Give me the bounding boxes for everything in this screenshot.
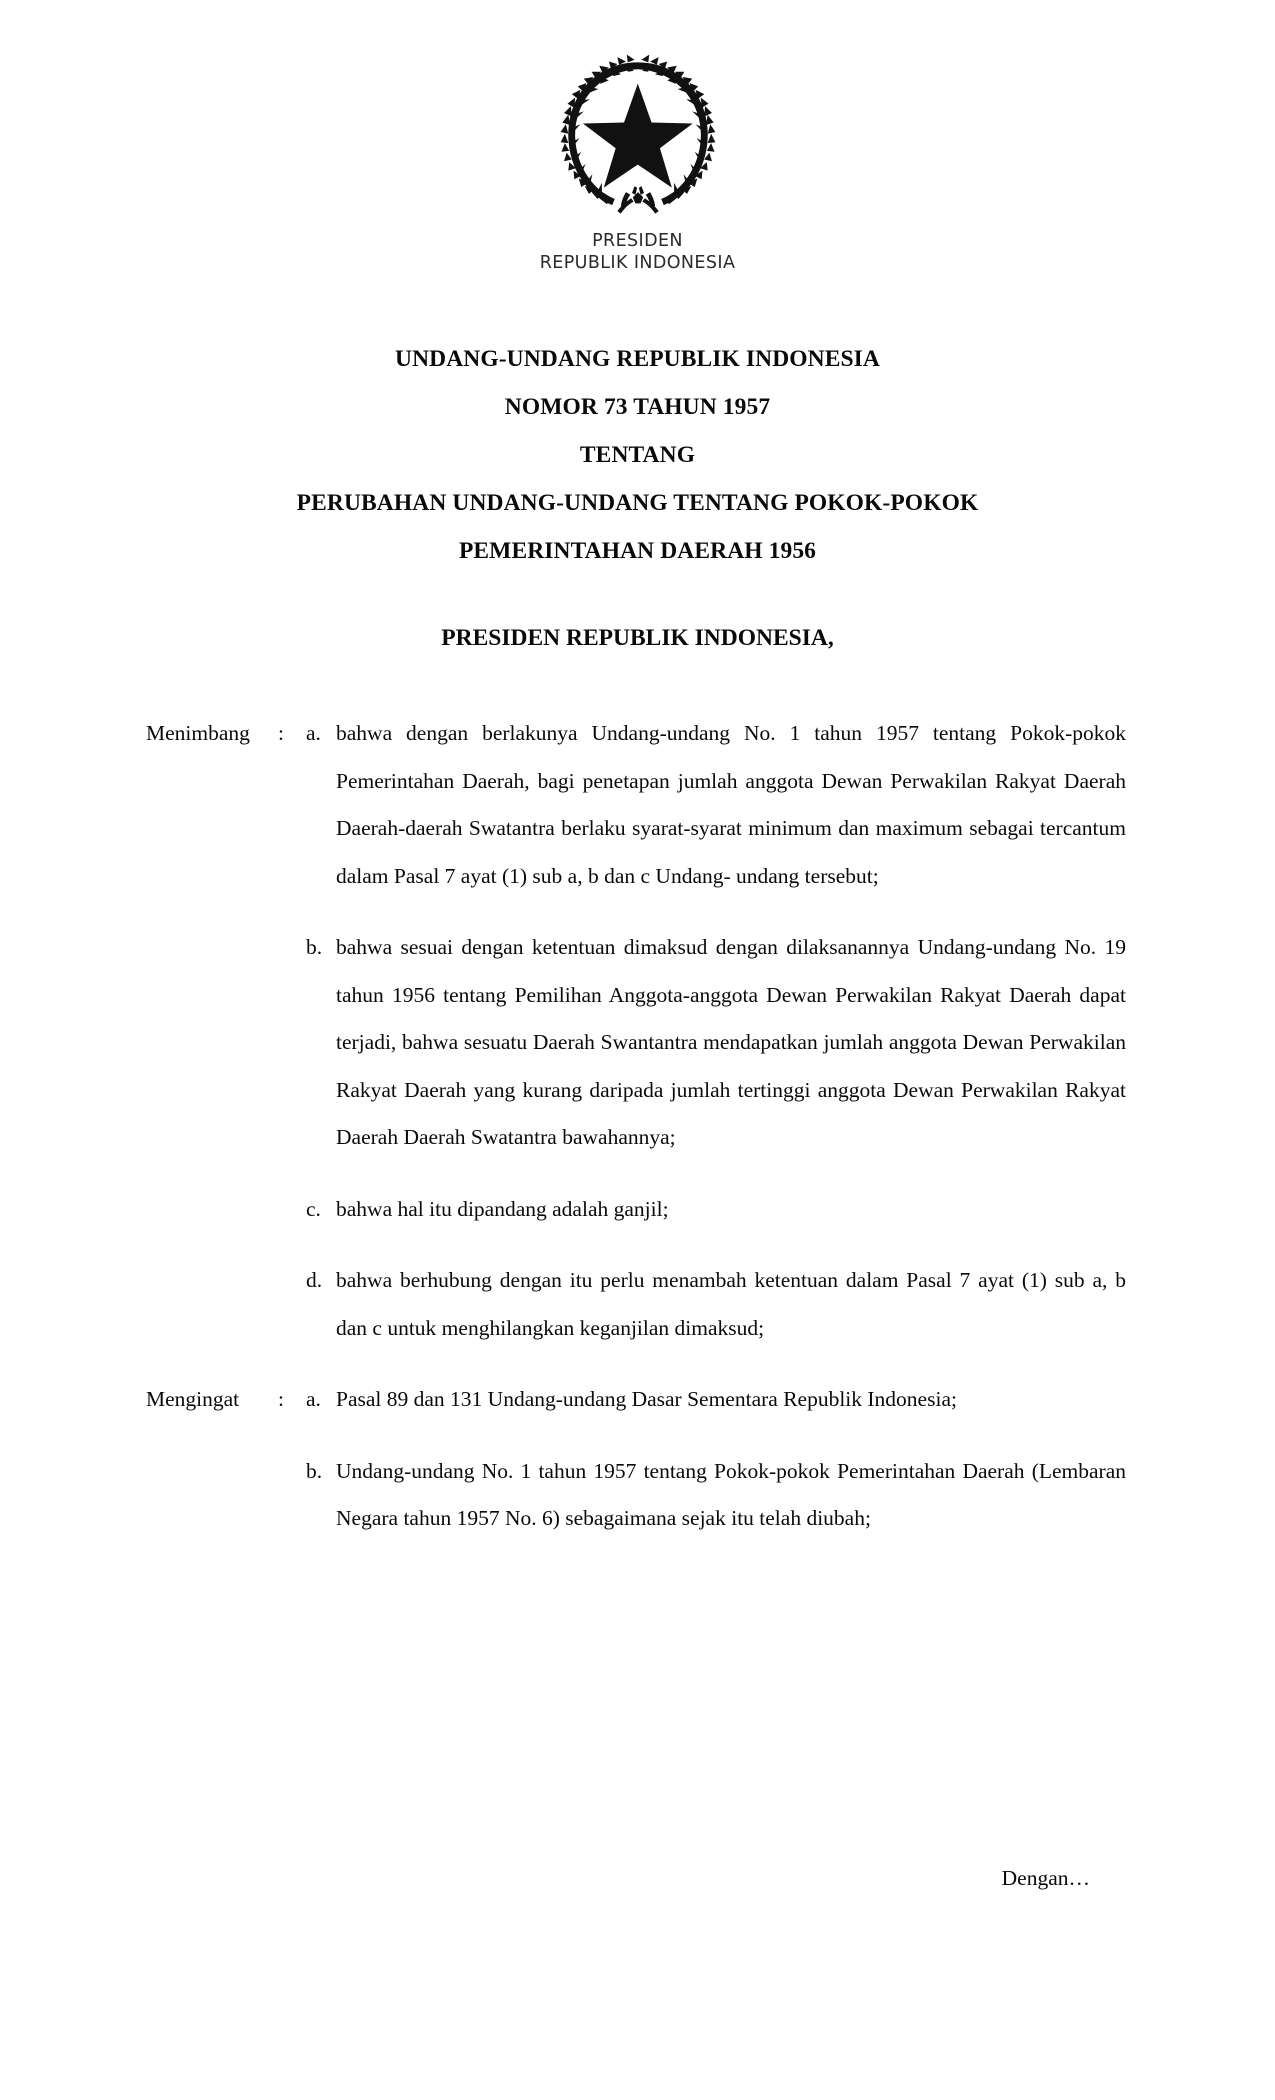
item-marker: c. [306, 1196, 321, 1221]
garuda-star-wreath-emblem [552, 52, 724, 224]
recitals-label: Mengingat [146, 1387, 240, 1411]
title-line-3: TENTANG [579, 442, 696, 468]
title-line-1: UNDANG-UNDANG REPUBLIK INDONESIA [395, 346, 880, 372]
item-text: bahwa sesuai dengan ketentuan dimaksud dengan dilaksanannya Undang-undang No. 19 tahun 1956 tentang Pemilihan Anggota-anggota Dewan Perwakilan Rakyat Daerah dapat terjadi, bahwa sesuatu Daerah Swantantra mendapatkan jumlah anggota Dewan Perwakilan Rakyat Daerah yang kurang daripada jumlah tertinggi anggota Dewan Perwakilan Rakyat Daerah Daerah Swatantra bawahannya; [336, 935, 1126, 1149]
item-marker: b. [306, 935, 323, 959]
title-line-5: PEMERINTAHAN DAERAH 1956 [458, 538, 817, 564]
list-item [306, 1257, 1126, 1352]
emblem-caption-line1: PRESIDEN [592, 231, 683, 251]
recitals-colon: : [278, 1387, 284, 1411]
item-marker: a. [306, 721, 321, 745]
document-body [146, 710, 1126, 1543]
list-item [306, 1448, 1126, 1543]
title-line-4: PERUBAHAN UNDANG-UNDANG TENTANG POKOK-POKOK [296, 490, 979, 516]
emblem-block [0, 52, 1275, 275]
title-line-2: NOMOR 73 TAHUN 1957 [504, 394, 771, 420]
list-item [306, 710, 1126, 900]
considerations-label: Menimbang [146, 721, 250, 745]
recitals-items [306, 1376, 1126, 1543]
considerations-section [146, 710, 1126, 1352]
page-continuation-note: Dengan… [1001, 1866, 1090, 1890]
list-item [306, 924, 1126, 1162]
considerations-colon: : [278, 721, 284, 745]
item-text: bahwa hal itu dipandang adalah ganjil; [336, 1196, 669, 1221]
list-item [306, 1186, 1126, 1234]
list-item [306, 1376, 1126, 1424]
item-text: Pasal 89 dan 131 Undang-undang Dasar Sementara Republik Indonesia; [336, 1387, 957, 1411]
considerations-items [306, 710, 1126, 1352]
item-text: Undang-undang No. 1 tahun 1957 tentang Pokok-pokok Pemerintahan Daerah (Lembaran Negara tahun 1957 No. 6) sebagaimana sejak itu telah diubah; [336, 1458, 1126, 1530]
item-text: bahwa berhubung dengan itu perlu menambah ketentuan dalam Pasal 7 ayat (1) sub a, b dan c untuk menghilangkan keganjilan dimaksud; [336, 1268, 1126, 1340]
presiden-subheading: PRESIDEN REPUBLIK INDONESIA, [441, 625, 834, 651]
recitals-section [146, 1376, 1126, 1543]
section-spacer [146, 1352, 1126, 1376]
document-title [0, 335, 1275, 575]
item-marker: a. [306, 1387, 321, 1411]
emblem-caption [0, 230, 1275, 275]
emblem-caption-line2: REPUBLIK INDONESIA [539, 253, 736, 274]
item-marker: b. [306, 1458, 323, 1483]
item-text: bahwa dengan berlakunya Undang-undang No. 1 tahun 1957 tentang Pokok-pokok Pemerintahan Daerah, bagi penetapan jumlah anggota Dewan Perwakilan Rakyat Daerah Daerah-daerah Swatantra berlaku syarat-syarat minimum dan maximum sebagai tercantum dalam Pasal 7 ayat (1) sub a, b dan c Undang- undang tersebut; [336, 721, 1126, 888]
item-marker: d. [306, 1268, 323, 1292]
